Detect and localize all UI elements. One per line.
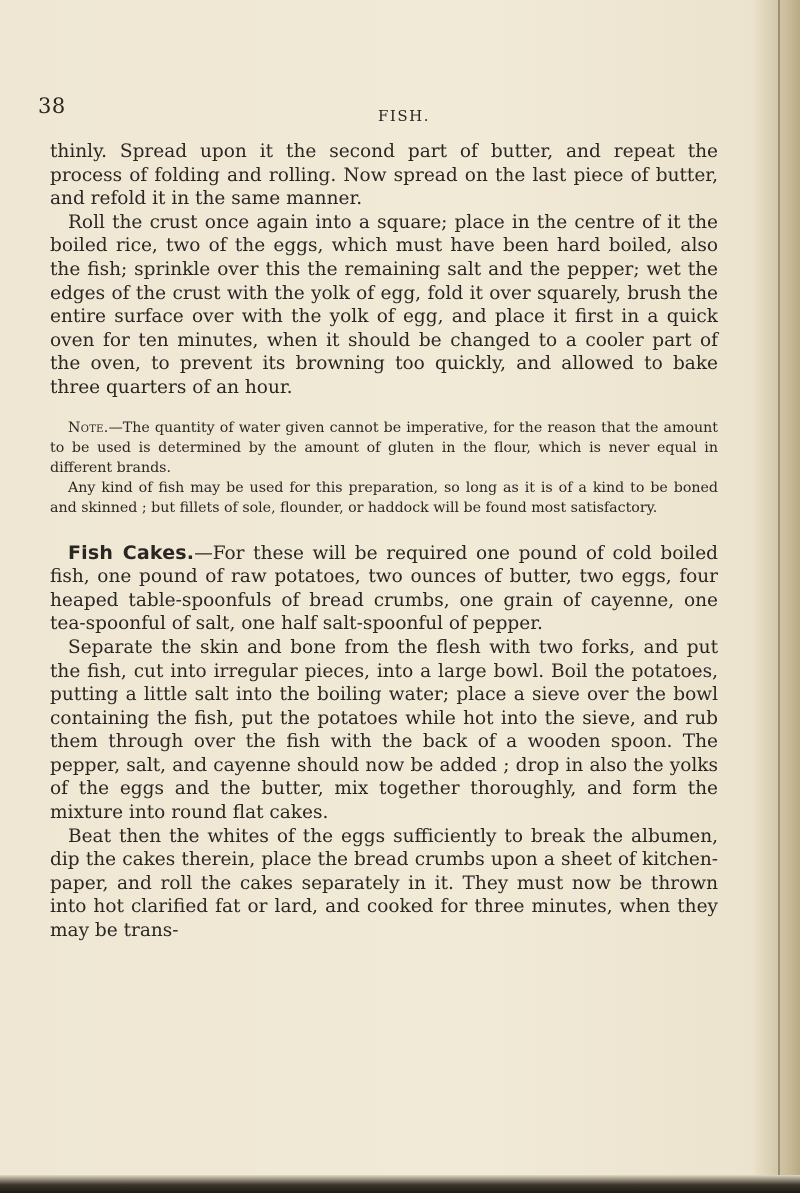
note-text: —The quantity of water given cannot be imperative, for the reason that the amount to be used is determined by the amount of gluten in the flour, which is never equal in different brands. — [50, 419, 718, 476]
paragraph: thinly. Spread upon it the second part of butter, and repeat the process of folding and rolling. Now spread on the last piece of butter, and refold it in the same manner. — [50, 141, 718, 210]
page-gutter-shadow — [752, 0, 800, 1193]
page-text — [50, 140, 718, 943]
fish-cakes-intro: —For these will be required one pound of cold boiled fish, one pound of raw potatoes, two ounces of butter, two eggs, four heaped table-spoonfuls of bread crumbs, one grain of cayenne, one tea-spoonful of salt, one half salt-spoonful of pepper. — [50, 542, 719, 635]
paragraph: Separate the skin and bone from the flesh with two forks, and put the fish, cut into irregular pieces, into a large bowl. Boil the potatoes, putting a little salt into the boiling water; place a sieve over the bowl containing the fish, put the potatoes while hot into the sieve, and rub them through over the fish with the back of a wooden spoon. The pepper, salt, and cayenne should now be added ; drop in also the yolks of the eggs and the butter, mix together thoroughly, and form the mixture into round flat cakes. — [50, 636, 718, 824]
running-head: FISH. — [378, 107, 430, 125]
note-label: Note. — [68, 419, 109, 436]
note-paragraph — [50, 418, 718, 478]
paragraph: Beat then the whites of the eggs sufficiently to break the albumen, dip the cakes therein, place the bread crumbs upon a sheet of kitchen-paper, and roll the cakes separately in it. They must now be thrown into hot clarified fat or lard, and cooked for three minutes, when they may be trans- — [50, 825, 718, 942]
fish-cakes-paragraph — [50, 542, 718, 636]
page-bottom-edge — [0, 1175, 800, 1193]
section-heading: Fish Cakes. — [68, 541, 195, 564]
paragraph: Roll the crust once again into a square; place in the centre of it the boiled rice, two of the eggs, which must have been hard boiled, also the fish; sprinkle over this the remaining salt and the pepper; wet the edges of the crust with the yolk of egg, fold it over squarely, brush the entire surface over with the yolk of egg, and place it first in a quick oven for ten minutes, when it should be changed to a cooler part of the oven, to prevent its browning too quickly, and allowed to bake three quarters of an hour. — [50, 211, 718, 398]
page-number: 38 — [38, 94, 66, 118]
note-paragraph: Any kind of fish may be used for this preparation, so long as it is of a kind to be boned and skinned ; but fillets of sole, flounder, or haddock will be found most satisfactory. — [50, 479, 718, 516]
